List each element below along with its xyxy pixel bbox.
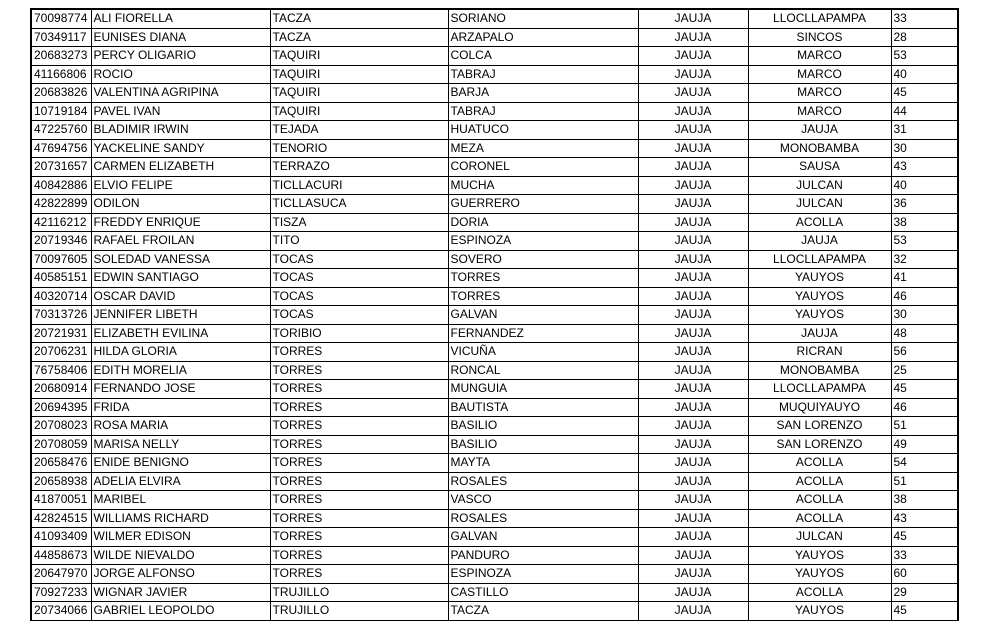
province-cell: JAUJA — [638, 269, 748, 288]
paternal-surname-cell: TENORIO — [270, 139, 448, 158]
province-cell: JAUJA — [638, 509, 748, 528]
district-cell: JAUJA — [748, 324, 891, 343]
province-cell: JAUJA — [638, 232, 748, 251]
province-cell: JAUJA — [638, 102, 748, 121]
maternal-surname-cell: TABRAJ — [448, 65, 638, 84]
given-names-cell: MARISA NELLY — [91, 435, 270, 454]
table-row — [31, 232, 958, 251]
dni-cell: 40585151 — [31, 269, 91, 288]
given-names-cell: GABRIEL LEOPOLDO — [91, 602, 270, 621]
given-names-cell: FRIDA — [91, 398, 270, 417]
province-cell: JAUJA — [638, 28, 748, 47]
table-row — [31, 269, 958, 288]
maternal-surname-cell: MUNGUIA — [448, 380, 638, 399]
age-cell: 41 — [891, 269, 958, 288]
age-cell: 48 — [891, 324, 958, 343]
table-row — [31, 509, 958, 528]
age-cell: 45 — [891, 528, 958, 547]
district-cell: SAUSA — [748, 158, 891, 177]
paternal-surname-cell: TORRES — [270, 361, 448, 380]
dni-cell: 47694756 — [31, 139, 91, 158]
age-cell: 30 — [891, 139, 958, 158]
district-cell: ACOLLA — [748, 491, 891, 510]
table-row — [31, 9, 958, 28]
dni-cell: 70097605 — [31, 250, 91, 269]
province-cell: JAUJA — [638, 361, 748, 380]
maternal-surname-cell: FERNANDEZ — [448, 324, 638, 343]
table-row — [31, 176, 958, 195]
age-cell: 33 — [891, 546, 958, 565]
given-names-cell: FERNANDO JOSE — [91, 380, 270, 399]
given-names-cell: VALENTINA AGRIPINA — [91, 84, 270, 103]
table-row — [31, 139, 958, 158]
maternal-surname-cell: TACZA — [448, 602, 638, 621]
age-cell: 36 — [891, 195, 958, 214]
province-cell: JAUJA — [638, 176, 748, 195]
district-cell: JULCAN — [748, 528, 891, 547]
dni-cell: 20708023 — [31, 417, 91, 436]
given-names-cell: EDITH MORELIA — [91, 361, 270, 380]
province-cell: JAUJA — [638, 287, 748, 306]
table-row — [31, 250, 958, 269]
district-cell: JULCAN — [748, 195, 891, 214]
paternal-surname-cell: TACZA — [270, 28, 448, 47]
district-cell: MUQUIYAUYO — [748, 398, 891, 417]
given-names-cell: YACKELINE SANDY — [91, 139, 270, 158]
district-cell: MONOBAMBA — [748, 139, 891, 158]
province-cell: JAUJA — [638, 398, 748, 417]
province-cell: JAUJA — [638, 583, 748, 602]
province-cell: JAUJA — [638, 65, 748, 84]
dni-cell: 70349117 — [31, 28, 91, 47]
paternal-surname-cell: TAQUIRI — [270, 84, 448, 103]
age-cell: 33 — [891, 9, 958, 28]
dni-cell: 42822899 — [31, 195, 91, 214]
district-cell: SAN LORENZO — [748, 435, 891, 454]
paternal-surname-cell: TICLLACURI — [270, 176, 448, 195]
district-cell: JAUJA — [748, 121, 891, 140]
paternal-surname-cell: TORRES — [270, 398, 448, 417]
province-cell: JAUJA — [638, 417, 748, 436]
district-cell: ACOLLA — [748, 213, 891, 232]
province-cell: JAUJA — [638, 454, 748, 473]
district-cell: YAUYOS — [748, 546, 891, 565]
province-cell: JAUJA — [638, 343, 748, 362]
district-cell: YAUYOS — [748, 287, 891, 306]
table-row — [31, 65, 958, 84]
maternal-surname-cell: MAYTA — [448, 454, 638, 473]
table-row — [31, 158, 958, 177]
paternal-surname-cell: TACZA — [270, 9, 448, 28]
dni-cell: 20721931 — [31, 324, 91, 343]
given-names-cell: SOLEDAD VANESSA — [91, 250, 270, 269]
given-names-cell: CARMEN ELIZABETH — [91, 158, 270, 177]
age-cell: 32 — [891, 250, 958, 269]
dni-cell: 20731657 — [31, 158, 91, 177]
maternal-surname-cell: BARJA — [448, 84, 638, 103]
age-cell: 29 — [891, 583, 958, 602]
district-cell: YAUYOS — [748, 306, 891, 325]
given-names-cell: ELVIO FELIPE — [91, 176, 270, 195]
table-row — [31, 324, 958, 343]
given-names-cell: ROCIO — [91, 65, 270, 84]
district-cell: MARCO — [748, 47, 891, 66]
dni-cell: 40320714 — [31, 287, 91, 306]
maternal-surname-cell: SOVERO — [448, 250, 638, 269]
province-cell: JAUJA — [638, 9, 748, 28]
district-cell: SINCOS — [748, 28, 891, 47]
province-cell: JAUJA — [638, 491, 748, 510]
given-names-cell: EDWIN SANTIAGO — [91, 269, 270, 288]
dni-cell: 20683826 — [31, 84, 91, 103]
district-cell: YAUYOS — [748, 602, 891, 621]
district-cell: MONOBAMBA — [748, 361, 891, 380]
district-cell: SAN LORENZO — [748, 417, 891, 436]
age-cell: 53 — [891, 47, 958, 66]
maternal-surname-cell: ARZAPALO — [448, 28, 638, 47]
dni-cell: 20647970 — [31, 565, 91, 584]
province-cell: JAUJA — [638, 546, 748, 565]
maternal-surname-cell: PANDURO — [448, 546, 638, 565]
maternal-surname-cell: RONCAL — [448, 361, 638, 380]
district-cell: YAUYOS — [748, 565, 891, 584]
table-row — [31, 84, 958, 103]
dni-cell: 20694395 — [31, 398, 91, 417]
table-row — [31, 602, 958, 621]
maternal-surname-cell: ROSALES — [448, 509, 638, 528]
province-cell: JAUJA — [638, 380, 748, 399]
given-names-cell: ELIZABETH EVILINA — [91, 324, 270, 343]
given-names-cell: WIGNAR JAVIER — [91, 583, 270, 602]
dni-cell: 41093409 — [31, 528, 91, 547]
table-row — [31, 565, 958, 584]
given-names-cell: ALI FIORELLA — [91, 9, 270, 28]
maternal-surname-cell: GALVAN — [448, 528, 638, 547]
maternal-surname-cell: SORIANO — [448, 9, 638, 28]
age-cell: 30 — [891, 306, 958, 325]
given-names-cell: WILMER EDISON — [91, 528, 270, 547]
district-cell: ACOLLA — [748, 583, 891, 602]
province-cell: JAUJA — [638, 47, 748, 66]
paternal-surname-cell: TOCAS — [270, 287, 448, 306]
district-cell: MARCO — [748, 102, 891, 121]
table-row — [31, 528, 958, 547]
age-cell: 38 — [891, 491, 958, 510]
dni-cell: 10719184 — [31, 102, 91, 121]
dni-cell: 20708059 — [31, 435, 91, 454]
paternal-surname-cell: TOCAS — [270, 250, 448, 269]
province-cell: JAUJA — [638, 250, 748, 269]
province-cell: JAUJA — [638, 528, 748, 547]
given-names-cell: ODILON — [91, 195, 270, 214]
maternal-surname-cell: ROSALES — [448, 472, 638, 491]
table-row — [31, 361, 958, 380]
roster-table — [30, 8, 959, 621]
given-names-cell: JORGE ALFONSO — [91, 565, 270, 584]
table-row — [31, 491, 958, 510]
paternal-surname-cell: TAQUIRI — [270, 102, 448, 121]
dni-cell: 20680914 — [31, 380, 91, 399]
paternal-surname-cell: TORRES — [270, 454, 448, 473]
dni-cell: 20734066 — [31, 602, 91, 621]
table-row — [31, 213, 958, 232]
paternal-surname-cell: TORRES — [270, 509, 448, 528]
given-names-cell: WILDE NIEVALDO — [91, 546, 270, 565]
age-cell: 28 — [891, 28, 958, 47]
paternal-surname-cell: TISZA — [270, 213, 448, 232]
paternal-surname-cell: TITO — [270, 232, 448, 251]
maternal-surname-cell: VICUÑA — [448, 343, 638, 362]
district-cell: RICRAN — [748, 343, 891, 362]
dni-cell: 20683273 — [31, 47, 91, 66]
given-names-cell: ENIDE BENIGNO — [91, 454, 270, 473]
given-names-cell: FREDDY ENRIQUE — [91, 213, 270, 232]
paternal-surname-cell: TORRES — [270, 528, 448, 547]
maternal-surname-cell: CORONEL — [448, 158, 638, 177]
paternal-surname-cell: TORRES — [270, 472, 448, 491]
age-cell: 25 — [891, 361, 958, 380]
table-row — [31, 102, 958, 121]
age-cell: 45 — [891, 84, 958, 103]
table-row — [31, 28, 958, 47]
paternal-surname-cell: TORRES — [270, 380, 448, 399]
district-cell: ACOLLA — [748, 454, 891, 473]
age-cell: 46 — [891, 398, 958, 417]
table-row — [31, 417, 958, 436]
given-names-cell: BLADIMIR IRWIN — [91, 121, 270, 140]
maternal-surname-cell: TORRES — [448, 269, 638, 288]
paternal-surname-cell: TOCAS — [270, 269, 448, 288]
maternal-surname-cell: DORIA — [448, 213, 638, 232]
province-cell: JAUJA — [638, 121, 748, 140]
paternal-surname-cell: TERRAZO — [270, 158, 448, 177]
age-cell: 31 — [891, 121, 958, 140]
given-names-cell: RAFAEL FROILAN — [91, 232, 270, 251]
paternal-surname-cell: TORRES — [270, 417, 448, 436]
given-names-cell: ROSA MARIA — [91, 417, 270, 436]
given-names-cell: PAVEL IVAN — [91, 102, 270, 121]
maternal-surname-cell: TABRAJ — [448, 102, 638, 121]
dni-cell: 20719346 — [31, 232, 91, 251]
dni-cell: 20658938 — [31, 472, 91, 491]
district-cell: MARCO — [748, 84, 891, 103]
dni-cell: 70098774 — [31, 9, 91, 28]
province-cell: JAUJA — [638, 324, 748, 343]
table-row — [31, 380, 958, 399]
age-cell: 45 — [891, 380, 958, 399]
paternal-surname-cell: TORRES — [270, 546, 448, 565]
age-cell: 45 — [891, 602, 958, 621]
dni-cell: 20706231 — [31, 343, 91, 362]
given-names-cell: PERCY OLIGARIO — [91, 47, 270, 66]
dni-cell: 76758406 — [31, 361, 91, 380]
district-cell: LLOCLLAPAMPA — [748, 380, 891, 399]
maternal-surname-cell: CASTILLO — [448, 583, 638, 602]
given-names-cell: MARIBEL — [91, 491, 270, 510]
paternal-surname-cell: TORRES — [270, 343, 448, 362]
paternal-surname-cell: TAQUIRI — [270, 47, 448, 66]
table-row — [31, 546, 958, 565]
province-cell: JAUJA — [638, 565, 748, 584]
given-names-cell: WILLIAMS RICHARD — [91, 509, 270, 528]
table-row — [31, 195, 958, 214]
province-cell: JAUJA — [638, 602, 748, 621]
age-cell: 49 — [891, 435, 958, 454]
age-cell: 60 — [891, 565, 958, 584]
roster-body — [31, 9, 958, 620]
dni-cell: 42824515 — [31, 509, 91, 528]
given-names-cell: ADELIA ELVIRA — [91, 472, 270, 491]
dni-cell: 70313726 — [31, 306, 91, 325]
table-row — [31, 306, 958, 325]
table-row — [31, 121, 958, 140]
province-cell: JAUJA — [638, 306, 748, 325]
maternal-surname-cell: BAUTISTA — [448, 398, 638, 417]
age-cell: 54 — [891, 454, 958, 473]
dni-cell: 41870051 — [31, 491, 91, 510]
table-row — [31, 583, 958, 602]
maternal-surname-cell: MEZA — [448, 139, 638, 158]
table-row — [31, 287, 958, 306]
paternal-surname-cell: TAQUIRI — [270, 65, 448, 84]
province-cell: JAUJA — [638, 472, 748, 491]
dni-cell: 20658476 — [31, 454, 91, 473]
age-cell: 51 — [891, 417, 958, 436]
paternal-surname-cell: TICLLASUCA — [270, 195, 448, 214]
dni-cell: 42116212 — [31, 213, 91, 232]
district-cell: JAUJA — [748, 232, 891, 251]
age-cell: 44 — [891, 102, 958, 121]
paternal-surname-cell: TRUJILLO — [270, 602, 448, 621]
district-cell: ACOLLA — [748, 509, 891, 528]
maternal-surname-cell: HUATUCO — [448, 121, 638, 140]
province-cell: JAUJA — [638, 435, 748, 454]
maternal-surname-cell: ESPINOZA — [448, 565, 638, 584]
age-cell: 40 — [891, 65, 958, 84]
district-cell: LLOCLLAPAMPA — [748, 9, 891, 28]
maternal-surname-cell: COLCA — [448, 47, 638, 66]
table-row — [31, 435, 958, 454]
paternal-surname-cell: TORIBIO — [270, 324, 448, 343]
district-cell: ACOLLA — [748, 472, 891, 491]
paternal-surname-cell: TORRES — [270, 565, 448, 584]
table-row — [31, 343, 958, 362]
dni-cell: 40842886 — [31, 176, 91, 195]
age-cell: 43 — [891, 509, 958, 528]
table-row — [31, 472, 958, 491]
maternal-surname-cell: VASCO — [448, 491, 638, 510]
age-cell: 38 — [891, 213, 958, 232]
province-cell: JAUJA — [638, 158, 748, 177]
maternal-surname-cell: GALVAN — [448, 306, 638, 325]
maternal-surname-cell: TORRES — [448, 287, 638, 306]
dni-cell: 41166806 — [31, 65, 91, 84]
maternal-surname-cell: ESPINOZA — [448, 232, 638, 251]
maternal-surname-cell: BASILIO — [448, 417, 638, 436]
table-row — [31, 47, 958, 66]
age-cell: 46 — [891, 287, 958, 306]
province-cell: JAUJA — [638, 195, 748, 214]
given-names-cell: HILDA GLORIA — [91, 343, 270, 362]
given-names-cell: JENNIFER LIBETH — [91, 306, 270, 325]
district-cell: LLOCLLAPAMPA — [748, 250, 891, 269]
age-cell: 43 — [891, 158, 958, 177]
province-cell: JAUJA — [638, 213, 748, 232]
age-cell: 53 — [891, 232, 958, 251]
dni-cell: 47225760 — [31, 121, 91, 140]
age-cell: 56 — [891, 343, 958, 362]
age-cell: 40 — [891, 176, 958, 195]
paternal-surname-cell: TRUJILLO — [270, 583, 448, 602]
paternal-surname-cell: TEJADA — [270, 121, 448, 140]
dni-cell: 70927233 — [31, 583, 91, 602]
maternal-surname-cell: GUERRERO — [448, 195, 638, 214]
dni-cell: 44858673 — [31, 546, 91, 565]
age-cell: 51 — [891, 472, 958, 491]
district-cell: YAUYOS — [748, 269, 891, 288]
district-cell: JULCAN — [748, 176, 891, 195]
paternal-surname-cell: TOCAS — [270, 306, 448, 325]
table-row — [31, 398, 958, 417]
province-cell: JAUJA — [638, 139, 748, 158]
given-names-cell: EUNISES DIANA — [91, 28, 270, 47]
paternal-surname-cell: TORRES — [270, 491, 448, 510]
paternal-surname-cell: TORRES — [270, 435, 448, 454]
given-names-cell: OSCAR DAVID — [91, 287, 270, 306]
district-cell: MARCO — [748, 65, 891, 84]
maternal-surname-cell: MUCHA — [448, 176, 638, 195]
maternal-surname-cell: BASILIO — [448, 435, 638, 454]
table-row — [31, 454, 958, 473]
province-cell: JAUJA — [638, 84, 748, 103]
